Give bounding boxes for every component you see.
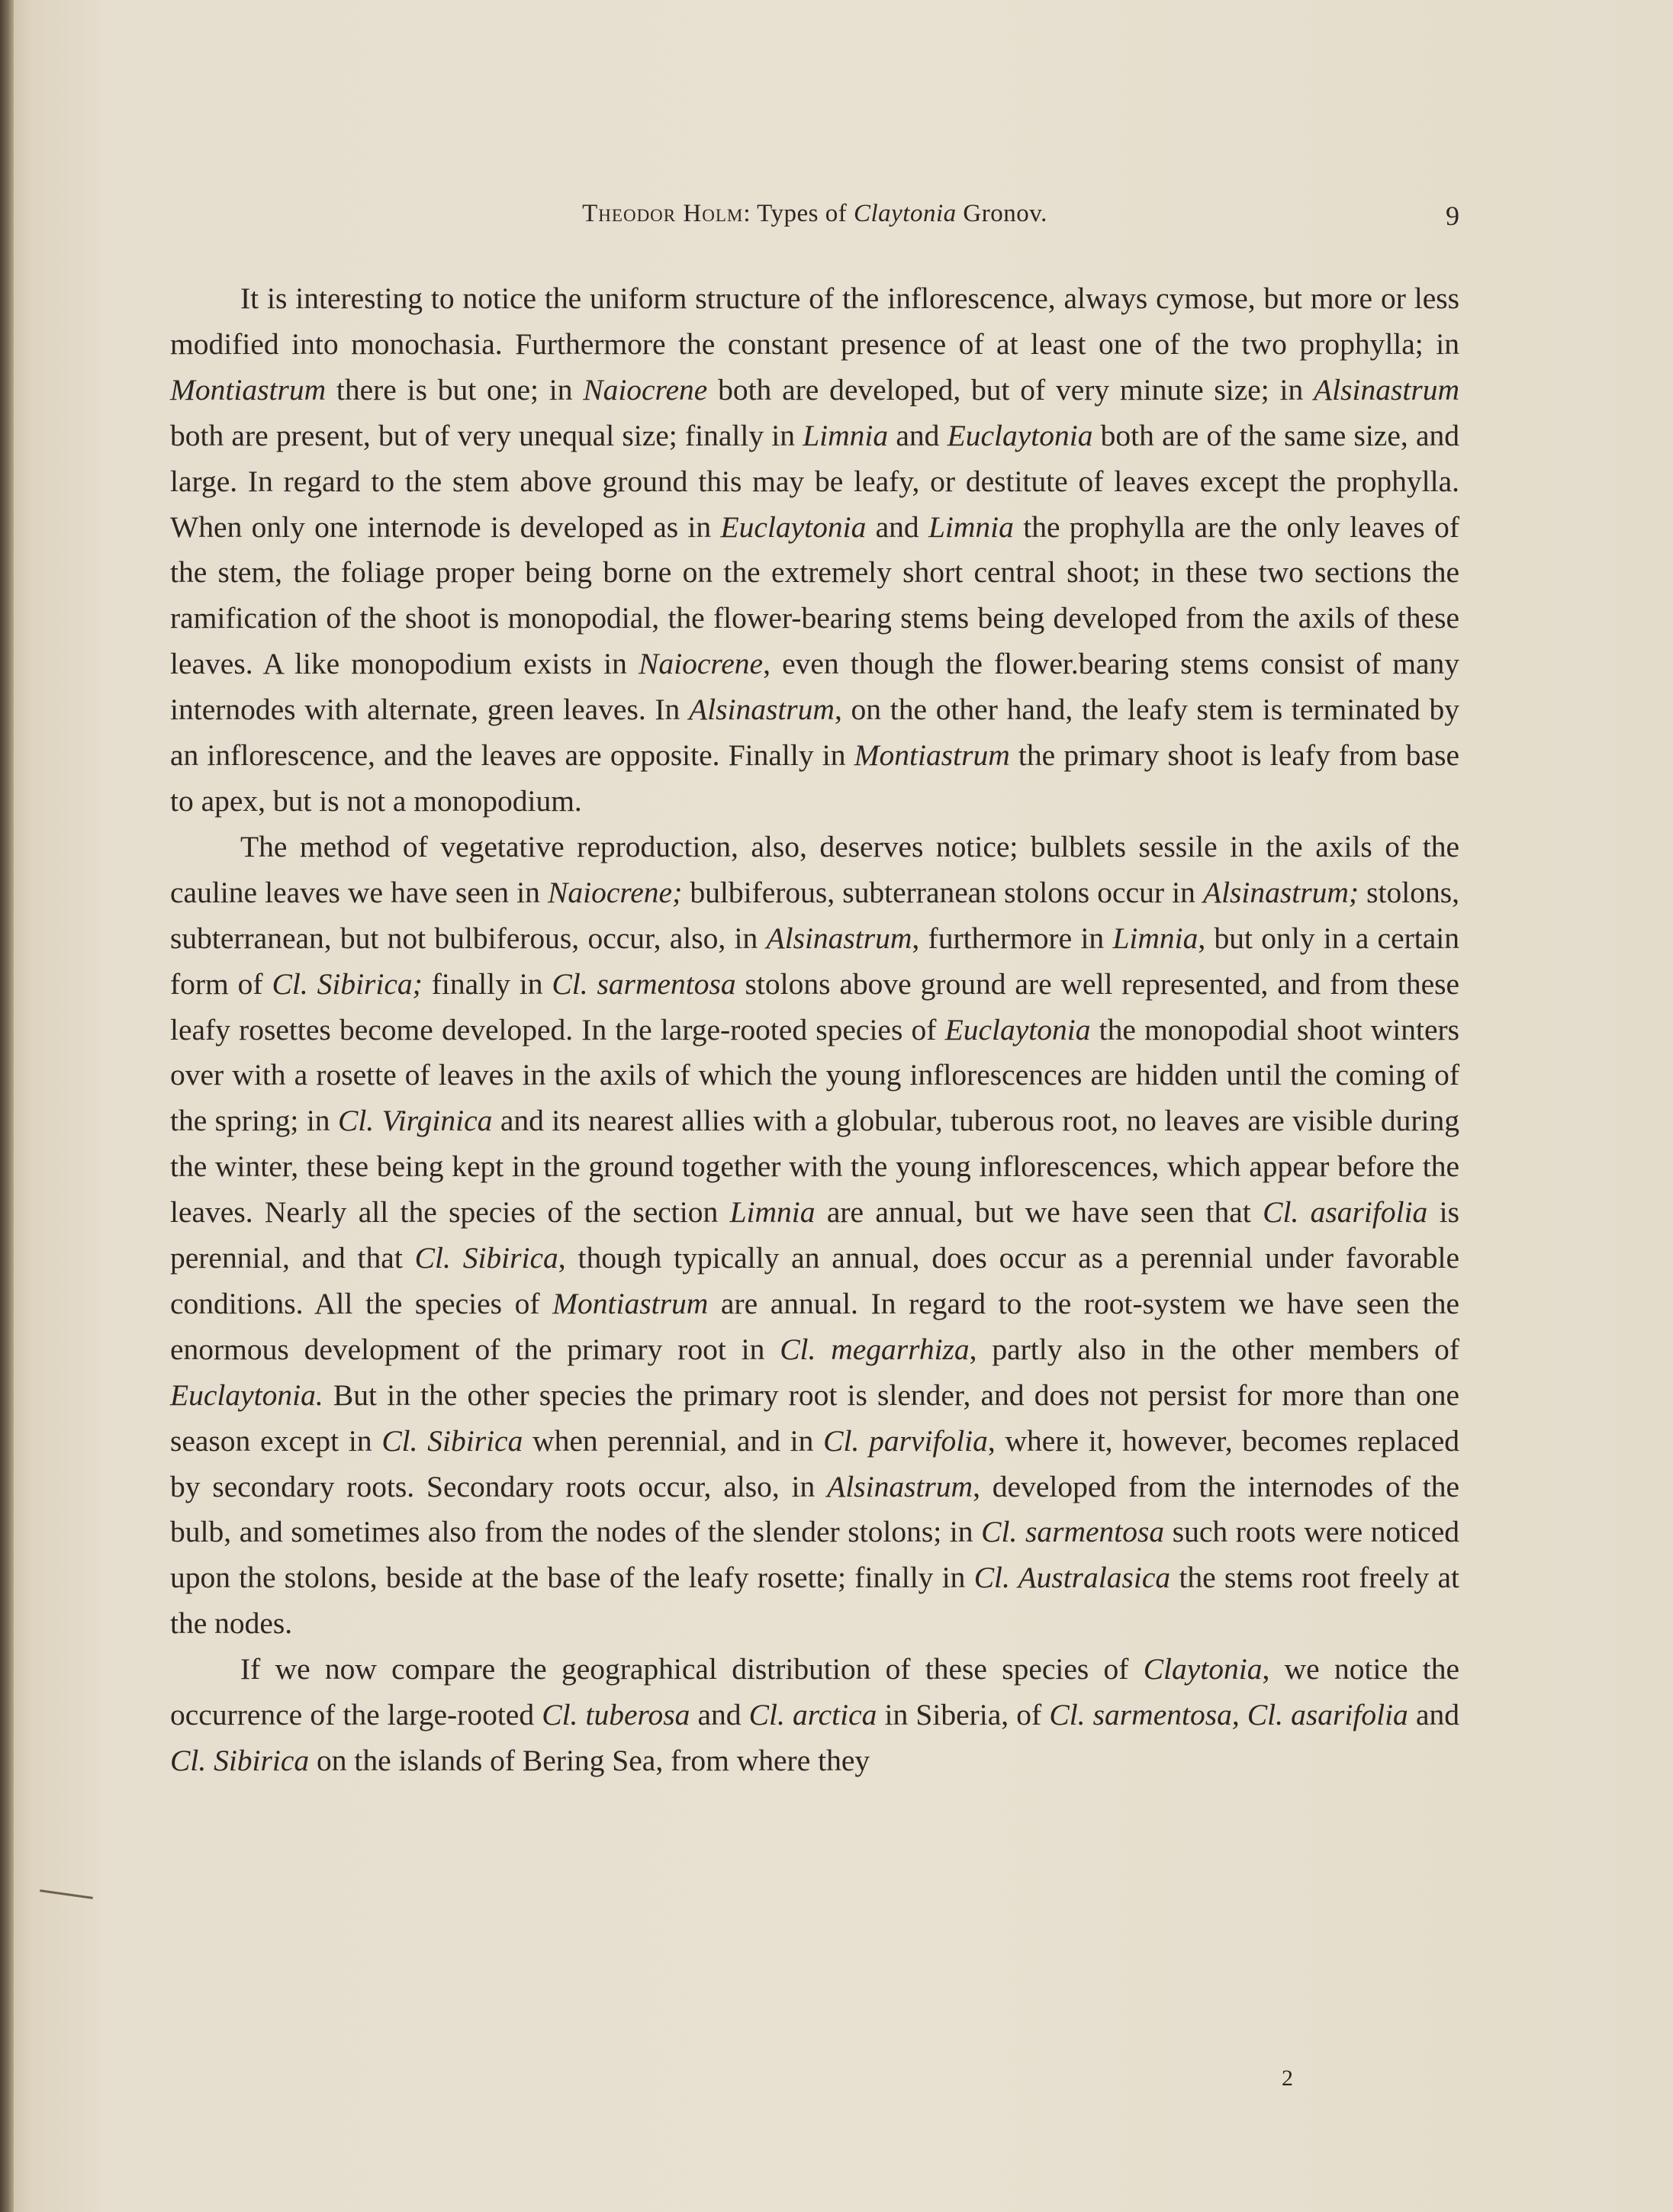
italic-run: Cl. sarmentosa: [552, 966, 736, 1001]
italic-run: Alsinastrum: [766, 921, 912, 955]
text-run: are annual. In regard to the root-system we have seen the enormous development of the primary root in: [170, 1286, 1459, 1366]
italic-run: Montiastrum: [854, 738, 1010, 773]
italic-run: Euclaytonia: [720, 510, 867, 544]
italic-run: Cl. Sibirica: [381, 1423, 523, 1458]
text-run: , though typically an annual, does occur as a perennial under favorable conditions. All the species of: [170, 1241, 1460, 1320]
italic-run: Cl. Australasica: [973, 1561, 1171, 1595]
text-run: both are of the same size, and large. In regard to the stem above ground this may be leafy, or destitute of leaves except the prophylla. When only one internode is developed as in: [170, 418, 1459, 544]
italic-run: Cl. parvifolia: [823, 1423, 988, 1458]
paragraph-1: [170, 276, 1459, 825]
italic-run: Naiocrene;: [548, 875, 683, 909]
text-run: , we notice the occurrence of the large-rooted: [170, 1652, 1460, 1732]
italic-run: Cl. tuberosa: [542, 1698, 690, 1732]
text-run: the monopodial shoot winters over with a rosette of leaves in the axils of which the young inflorescences are hidden until the coming of the spring; in: [170, 1012, 1459, 1138]
italic-run: Cl. Sibirica: [414, 1241, 558, 1275]
text-run: , where it, however, becomes replaced by secondary roots. Secondary roots occur, also, in: [170, 1423, 1459, 1503]
text-run: are annual, but we have seen that: [815, 1195, 1263, 1230]
italic-run: Alsinastrum: [689, 693, 835, 727]
text-run: and: [690, 1698, 749, 1732]
running-head-separator: : Types of: [743, 200, 854, 227]
running-head: [170, 200, 1459, 238]
italic-run: Euclaytonia: [944, 1012, 1091, 1047]
text-run: such roots were noticed upon the stolons, beside at the base of the leafy rosette; finally in: [170, 1515, 1459, 1595]
italic-run: Alsinastrum;: [1202, 875, 1359, 909]
italic-run: Cl. asarifolia: [1263, 1195, 1428, 1230]
running-title: [170, 200, 1459, 228]
italic-run: Limnia: [928, 510, 1014, 544]
text-run: , furthermore in: [912, 921, 1113, 955]
paragraph-3: [170, 1647, 1459, 1784]
page-number: 9: [1446, 201, 1459, 231]
text-run: , partly also in the other members of: [969, 1332, 1459, 1366]
text-run: and: [866, 510, 928, 544]
text-run: , developed from the internodes of the bulb, and sometimes also from the nodes of the slender stolons; in: [170, 1469, 1460, 1549]
text-run: stolons, subterranean, but not bulbiferous, occur, also, in: [170, 875, 1459, 955]
italic-run: Euclaytonia.: [170, 1378, 323, 1412]
margin-pencil-mark: [40, 1889, 93, 1899]
text-run: , even though the flower.bearing stems consist of many internodes with alternate, green leaves. In: [170, 647, 1459, 727]
text-run: , but only in a certain form of: [170, 921, 1459, 1001]
text-run: both are developed, but of very minute size; in: [707, 372, 1314, 407]
italic-run: Alsinastrum: [1314, 372, 1459, 407]
italic-run: Cl. Sibirica: [170, 1744, 310, 1777]
text-run: and: [1408, 1698, 1459, 1732]
text-run: the stems root freely at the nodes.: [170, 1561, 1460, 1641]
body-text: [170, 276, 1459, 1784]
text-run: It is interesting to notice the uniform structure of the inflorescence, always cymose, but more or less modified into monochasia. Furthermore the constant presence of at least one of the two prophylla; in: [170, 281, 1459, 361]
text-run: If we now compare the geographical distribution of these species of: [240, 1652, 1144, 1686]
text-run: bulbiferous, subterranean stolons occur in: [682, 875, 1203, 909]
italic-run: Limnia: [803, 418, 889, 452]
italic-run: Claytonia: [1143, 1652, 1263, 1686]
text-run: on the islands of Bering Sea, from where they: [309, 1744, 870, 1777]
text-run: finally in: [422, 966, 552, 1001]
italic-run: Euclaytonia: [947, 418, 1093, 452]
text-run: stolons above ground are well represented, and from these leafy rosettes become developed. In the large-rooted species of: [170, 966, 1460, 1047]
text-run: the prophylla are the only leaves of the stem, the foliage proper being borne on the extremely short central shoot; in these two sections the ramification of the shoot is monopodial, the flower-bearing stems being developed from the axils of these leaves. A like monopodium exists in: [170, 510, 1459, 681]
book-spine-shadow: [0, 0, 14, 2212]
signature-mark: 2: [1282, 2066, 1293, 2091]
italic-run: Limnia: [729, 1195, 816, 1230]
italic-run: Montiastrum: [552, 1286, 709, 1320]
italic-run: Cl. arctica: [748, 1698, 877, 1732]
italic-run: Cl. megarrhiza: [780, 1332, 970, 1366]
text-run: and: [888, 418, 947, 452]
text-run: both are present, but of very unequal size; finally in: [170, 418, 803, 452]
text-run: is perennial, and that: [170, 1195, 1459, 1275]
italic-run: Naiocrene: [583, 372, 708, 407]
text-run: , on the other hand, the leafy stem is terminated by an inflorescence, and the leaves are opposite. Finally in: [170, 693, 1460, 773]
text-run: But in the other species the primary root is slender, and does not persist for more than one season except in: [170, 1378, 1459, 1458]
italic-run: Cl. sarmentosa, Cl. asarifolia: [1049, 1698, 1408, 1732]
italic-run: Cl. Virginica: [337, 1104, 493, 1138]
italic-run: Naiocrene: [639, 647, 764, 681]
text-run: and its nearest allies with a globular, tuberous root, no leaves are visible during the winter, these being kept in the ground together with the young inflorescences, which appear before the leaves. Nearly all the species of the section: [170, 1104, 1459, 1230]
text-run: there is but one; in: [326, 372, 584, 407]
paragraph-2: [170, 825, 1459, 1647]
text-run: the primary shoot is leafy from base to apex, but is not a monopodium.: [170, 738, 1459, 818]
italic-run: Limnia: [1112, 921, 1198, 955]
italic-run: Montiastrum: [170, 372, 327, 407]
text-run: in Siberia, of: [877, 1698, 1050, 1732]
running-head-genus: Claytonia: [853, 200, 957, 227]
italic-run: Cl. Sibirica;: [272, 966, 423, 1001]
text-run: when perennial, and in: [523, 1423, 824, 1458]
italic-run: Cl. sarmentosa: [981, 1515, 1165, 1549]
text-run: The method of vegetative reproduction, also, deserves notice; bulblets sessile in the axils of the cauline leaves we have seen in: [170, 829, 1459, 909]
running-head-author: Theodor Holm: [582, 200, 744, 227]
running-head-authority: Gronov.: [956, 200, 1047, 227]
italic-run: Alsinastrum: [827, 1469, 973, 1503]
